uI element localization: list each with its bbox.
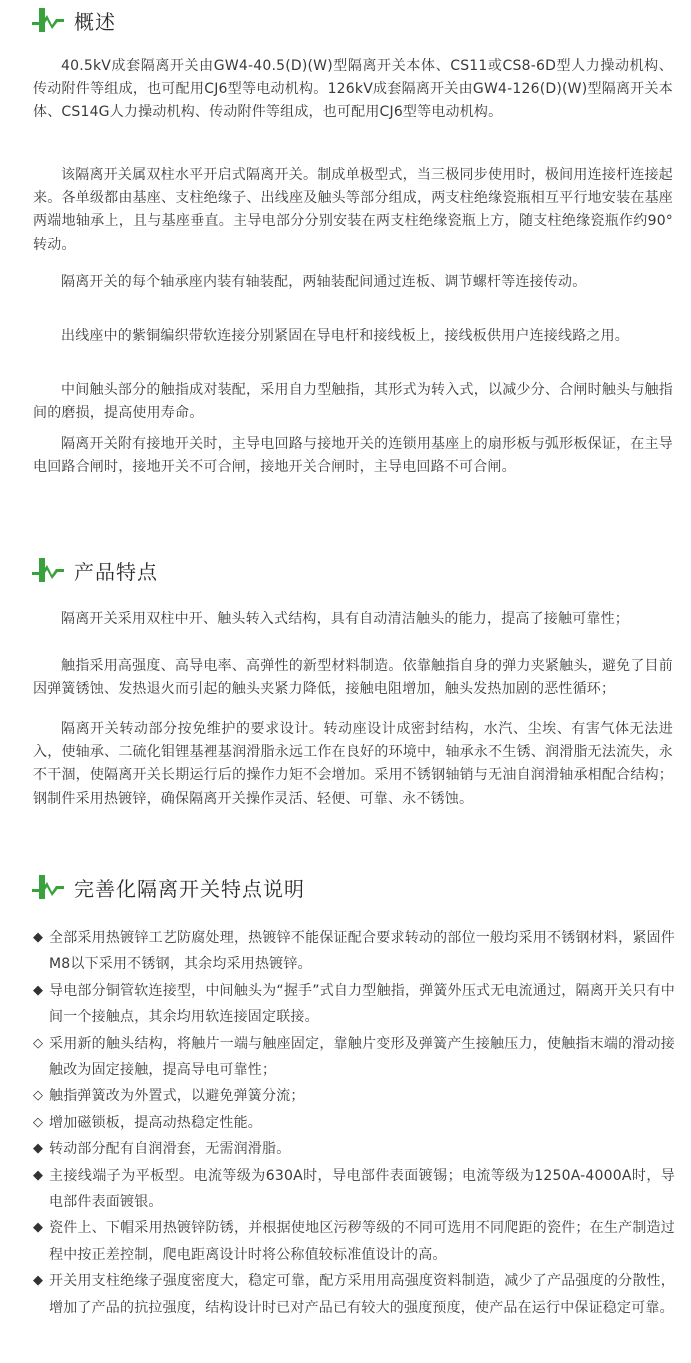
diamond-bullet-icon: ◆ (33, 982, 44, 998)
list-item-text: 转动部分配有自润滑套，无需润滑脂。 (49, 1141, 291, 1158)
section-header-overview (32, 3, 116, 37)
hollow-diamond-bullet-icon: ◇ (33, 1088, 44, 1104)
list-item-text: 触指弹簧改为外置式，以避免弹簧分流； (49, 1088, 305, 1105)
diamond-bullet-icon: ◆ (33, 930, 44, 945)
list-item (33, 1031, 675, 1084)
diamond-bullet-icon: ◆ (33, 1273, 44, 1289)
list-item (33, 1083, 675, 1109)
paragraph: 该隔离开关属双柱水平开启式隔离开关。制成单极型式，当三极同步使用时，极间用连接杆连接起来。各单级都由基座、支柱绝缘子、出线座及触头等部分组成，两支柱绝缘瓷瓶相互平行地安装在基座两端地轴承上，且与基座垂直。主导电部分分别安装在两支柱绝缘瓷瓶上方，随支柱绝缘瓷瓶作约90° 转动。 (33, 167, 673, 253)
list-item-text: 增加磁锁板，提高动热稳定性能。 (49, 1114, 262, 1131)
list-item (33, 1215, 675, 1268)
diamond-bullet-icon: ◆ (33, 1141, 44, 1157)
feature-list (33, 925, 675, 1321)
paragraph: 隔离开关的每个轴承座内装有轴装配，两轴装配间通过连板、调节螺杆等连接传动。 (61, 274, 587, 290)
paragraph: 隔离开关附有接地开关时，主导电回路与接地开关的连锁用基座上的扇形板与弧形板保证，在主导电回路合闸时，接地开关不可合闸，接地开关合闸时，主导电回路不可合闸。 (33, 436, 673, 476)
paragraph: 中间触头部分的触指成对装配，采用自力型触指，其形式为转入式，以减少分、合闸时触头与触指间的磨损，提高使用寿命。 (33, 382, 673, 422)
section-header-features (32, 553, 158, 587)
list-item (33, 925, 675, 978)
company-logo-icon (32, 556, 64, 584)
list-item-text: 采用新的触头结构，将触片一端与触座固定，靠触片变形及弹簧产生接触压力，使触指末端的滑动接触改为固定接触，提高导电可靠性； (49, 1035, 675, 1079)
section-title: 产品特点 (74, 559, 158, 584)
section-title: 完善化隔离开关特点说明 (74, 876, 305, 901)
paragraph: 触指采用高强度、高导电率、高弹性的新型材料制造。依靠触指自身的弹力夹紧触头，避免了目前因弹簧锈蚀、发热退火而引起的触头夹紧力降低，接触电阻增加，触头发热加剧的恶性循环； (33, 658, 673, 698)
section-title: 概述 (74, 9, 116, 34)
list-item-text: 瓷件上、下帽采用热镀锌防锈，并根据使地区污秽等级的不同可选用不同爬距的瓷件；在生产制造过程中按正差控制，爬电距离设计时将公称值较标准值设计的高。 (49, 1220, 675, 1263)
paragraph: 隔离开关转动部分按免维护的要求设计。转动座设计成密封结构，水汽、尘埃、有害气体无法进入，使轴承、二硫化钼锂基裡基润滑脂永远工作在良好的环境中，轴承永不生锈、润滑脂无法流失，永不干涸，使隔离开关长期运行后的操作力矩不会增加。采用不锈钢轴销与无油自润滑轴承相配合结构；钢制件采用热镀锌，确保隔离开关操作灵活、轻便、可靠、永不锈蚀。 (33, 721, 673, 807)
paragraph: 出线座中的紫铜编织带软连接分别紧固在导电杆和接线板上，接线板供用户连接线路之用。 (61, 328, 629, 344)
list-item (33, 1110, 675, 1136)
list-item (33, 1163, 675, 1216)
list-item-text: 全部采用热镀锌工艺防腐处理，热镀锌不能保证配合要求转动的部位一般均采用不锈钢材料，紧固件M8以下采用不锈钢，其余均采用热镀锌。 (49, 930, 675, 973)
diamond-bullet-icon: ◆ (33, 1220, 44, 1236)
diamond-bullet-icon: ◆ (33, 1167, 44, 1183)
section-header-improvements (32, 870, 305, 904)
hollow-diamond-bullet-icon: ◇ (33, 1114, 44, 1130)
list-item-text: 开关用支柱绝缘子强度密度大，稳定可靠，配方采用用高强度资料制造，减少了产品强度的分散性，增加了产品的抗拉强度，结构设计时已对产品已有较大的强度预度，使产品在运行中保证稳定可靠。 (49, 1273, 675, 1316)
company-logo-icon (32, 873, 64, 901)
company-logo-icon (32, 6, 64, 34)
list-item-text: 导电部分铜管软连接型，中间触头为“握手”式自力型触指，弹簧外压式无电流通过，隔离开关只有中间一个接触点，其余均用软连接固定联接。 (49, 982, 675, 1026)
list-item (33, 1268, 675, 1321)
list-item (33, 978, 675, 1031)
list-item (33, 1136, 675, 1162)
list-item-text: 主接线端子为平板型。电流等级为630A时，导电部件表面镀锡；电流等级为1250A-4000A时，导电部件表面镀银。 (49, 1167, 675, 1211)
paragraph: 40.5kV成套隔离开关由GW4-40.5(D)(W)型隔离开关本体、CS11或CS8-6D型人力操动机构、传动附件等组成，也可配用CJ6型等电动机构。126kV成套隔离开关由GW4-126(D)(W)型隔离开关本体、CS14G人力操动机构、传动附件等组成，也可配用CJ6型等电动机构。 (33, 58, 673, 121)
paragraph: 隔离开关采用双柱中开、触头转入式结构，具有自动清洁触头的能力，提高了接触可靠性； (61, 611, 629, 627)
hollow-diamond-bullet-icon: ◇ (33, 1035, 44, 1051)
